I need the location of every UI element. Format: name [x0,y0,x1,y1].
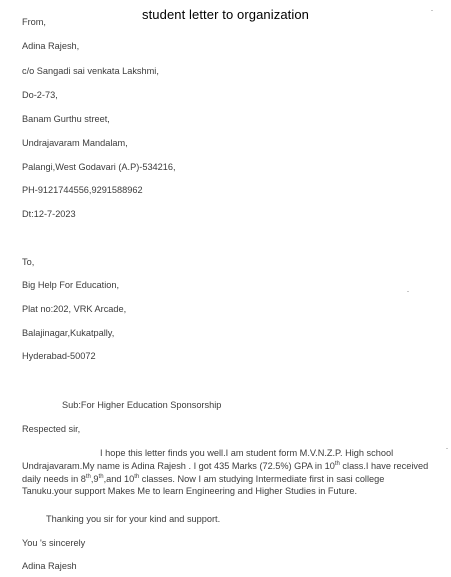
signature-name: Adina Rajesh [22,561,77,571]
superscript-th: th [98,473,104,480]
recipient-organization: Big Help For Education, [22,280,120,290]
body-line-2-text-b: class.I have received [339,460,429,471]
sender-phone: PH-9121744556,9291588962 [22,185,143,195]
sender-district: Palangi,West Godavari (A.P)-534216, [22,162,176,172]
thanks-paragraph: Thanking you sir for your kind and support. [46,514,221,524]
superscript-th: th [85,473,91,480]
letter-date: Dt:12-7-2023 [22,209,76,219]
superscript-th: th [134,473,140,480]
sender-mandal: Undrajavaram Mandalam, [22,138,128,148]
subject-line: Sub:For Higher Education Sponsorship [62,400,222,410]
body-line-3-text-a: daily needs in 8 [22,473,86,484]
body-line-1: I hope this letter finds you well.I am student form M.V.N.Z.P. High school [100,448,394,458]
body-line-3-text-c: ,and 10 [103,473,135,484]
salutation: Respected sir, [22,424,81,434]
scan-speck [431,10,433,11]
sender-name: Adina Rajesh, [22,41,80,51]
sender-street: Banam Gurthu street, [22,114,110,124]
body-paragraph [22,447,442,498]
body-line-3-text-b: ,9 [90,473,99,484]
body-line-4: Tanuku.your support Makes Me to learn Engineering and Higher Studies in Future. [22,486,358,497]
valediction: You 's sincerely [22,538,86,548]
recipient-city: Hyderabad-50072 [22,351,96,361]
scan-speck [446,448,448,449]
page-heading: student letter to organization [141,7,310,22]
scan-speck [407,291,409,292]
body-line-2-text-a: Undrajavaram.My name is Adina Rajesh . I got 435 Marks (72.5%) GPA in 10 [22,460,335,471]
superscript-th: th [334,460,340,467]
sender-care-of: c/o Sangadi sai venkata Lakshmi, [22,66,159,76]
body-line-3 [22,473,442,486]
sender-door-number: Do-2-73, [22,90,58,100]
to-label: To, [22,257,35,267]
from-label: From, [22,17,46,27]
body-line-3-text-d: classes. Now I am studying Intermediate first in sasi college [139,473,385,484]
body-line-2 [22,460,442,473]
recipient-plot: Plat no:202, VRK Arcade, [22,304,127,314]
recipient-area: Balajinagar,Kukatpally, [22,328,115,338]
